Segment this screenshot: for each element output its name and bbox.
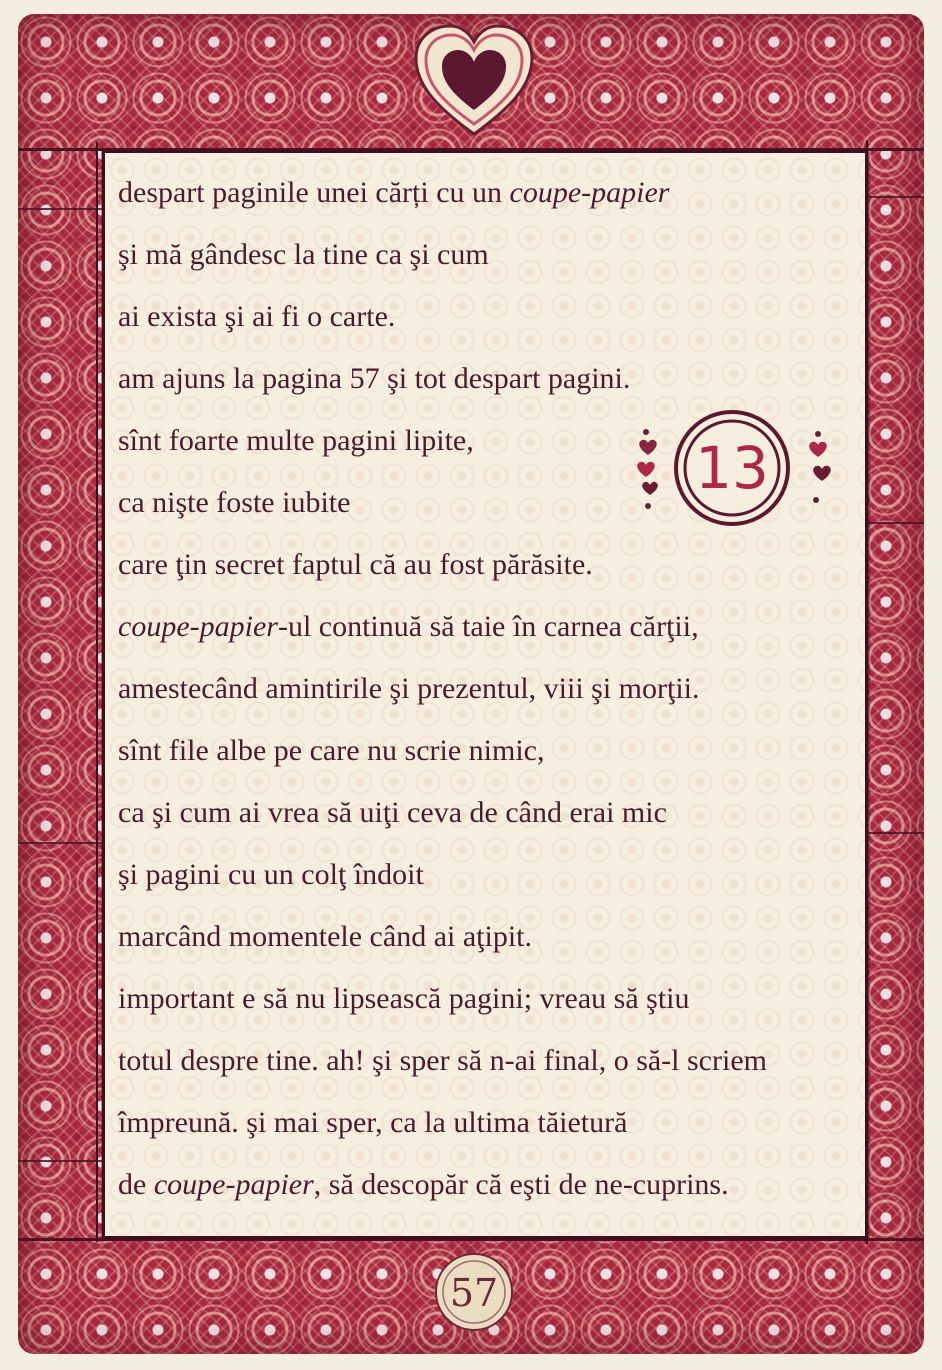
poem-segment: , să descopăr că eşti de ne-cuprins. — [313, 1168, 729, 1201]
poem-line — [118, 162, 858, 224]
poem-line — [118, 720, 858, 782]
poem-number-badge — [630, 408, 834, 528]
poem-segment: totul despre tine. ah! şi sper să n-ai final, o să-l scriem — [118, 1044, 767, 1077]
poem-line — [118, 596, 858, 658]
rail-left-3 — [18, 1160, 108, 1162]
poem-segment: sînt foarte multe pagini lipite, — [118, 424, 474, 457]
poem-line — [118, 1030, 858, 1092]
poem-segment: ca şi cum ai vrea să uiţi ceva de când erai mic — [118, 796, 667, 829]
poem-segment: amestecând amintirile şi prezentul, viii şi morţii. — [118, 672, 700, 705]
poem-segment: împreună. şi mai sper, ca la ultima tăietură — [118, 1106, 628, 1139]
poem-line — [118, 1092, 858, 1154]
poem-segment: despart paginile unei cărți cu un — [118, 176, 510, 209]
poem-segment: care ţin secret faptul că au fost părăsite. — [118, 548, 593, 581]
poem-segment: marcând momentele când ai aţipit. — [118, 920, 532, 953]
poem-line — [118, 782, 858, 844]
rail-left-2 — [18, 842, 108, 844]
poem-segment: am ajuns la pagina 57 şi tot despart pagini. — [118, 362, 631, 395]
poem-line — [118, 844, 858, 906]
poem-line — [118, 348, 858, 410]
poem-segment: ai exista şi ai fi o carte. — [118, 300, 396, 333]
poem-number: 13 — [695, 434, 769, 502]
poem-line — [118, 534, 858, 596]
poem-line — [118, 1154, 858, 1216]
poem-text — [118, 162, 858, 1216]
poem-italic-segment: coupe-papier — [509, 176, 670, 209]
poem-italic-segment: coupe-papier — [153, 1168, 314, 1201]
poem-line — [118, 286, 858, 348]
poem-segment: ca nişte foste iubite — [118, 486, 351, 519]
poem-line — [118, 224, 858, 286]
heart-icon — [412, 22, 536, 140]
poem-segment: -ul continuă să taie în carnea cărţii, — [277, 610, 699, 643]
rail-left-1 — [18, 208, 108, 210]
frame-right-outline — [866, 140, 868, 1244]
poem-line — [118, 968, 858, 1030]
poem-italic-segment: coupe-papier — [118, 610, 278, 643]
poem-segment: important e să nu lipsească pagini; vreau să ştiu — [118, 982, 690, 1015]
frame-left-outline — [96, 142, 98, 1242]
page-number-medallion — [432, 1250, 516, 1334]
poem-segment: sînt file albe pe care nu scrie nimic, — [118, 734, 545, 767]
poem-segment: şi mă gândesc la tine ca şi cum — [118, 238, 489, 271]
poem-line — [118, 658, 858, 720]
poem-line — [118, 906, 858, 968]
page-number: 57 — [449, 1271, 499, 1315]
poem-segment: şi pagini cu un colţ îndoit — [118, 858, 424, 891]
poem-segment: de — [118, 1168, 154, 1201]
